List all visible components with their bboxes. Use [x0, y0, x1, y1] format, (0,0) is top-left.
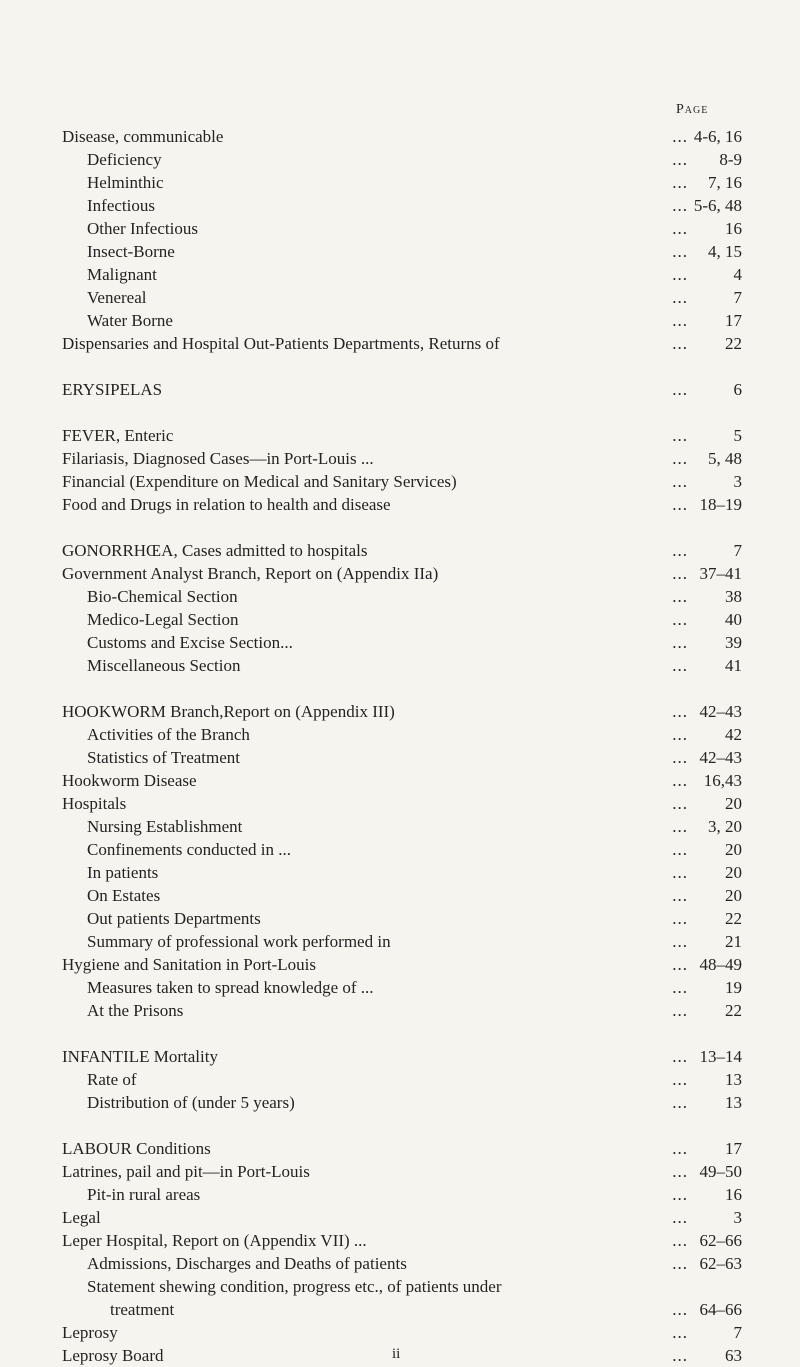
index-entry: [0, 931, 800, 953]
entry-label: Other Infectious: [87, 219, 198, 238]
entry-page-ref: 39: [725, 633, 742, 652]
index-entry: [0, 1322, 800, 1344]
entry-label: At the Prisons: [87, 1001, 184, 1020]
entry-label: Admissions, Discharges and Deaths of patients: [87, 1254, 407, 1273]
entry-page-ref: 42–43: [699, 748, 742, 767]
dot-leader: ...: [672, 1001, 688, 1020]
entry-page-ref: 8-9: [719, 150, 742, 169]
index-entry: [0, 264, 800, 286]
entry-page-ref: 18–19: [699, 495, 742, 514]
entry-page-ref: 21: [725, 932, 742, 951]
index-entry: [0, 471, 800, 493]
entry-page-ref: 3: [733, 472, 742, 491]
index-entry: [0, 862, 800, 884]
dot-leader: ...: [672, 426, 688, 445]
entry-page-ref: 5-6, 48: [693, 196, 742, 215]
dot-leader: ...: [672, 449, 688, 468]
index-entry: [0, 425, 800, 447]
index-entry: [0, 1000, 800, 1022]
entry-label: Miscellaneous Section: [87, 656, 241, 675]
entry-label: Leprosy: [62, 1323, 118, 1342]
page-column-header: Page: [676, 102, 709, 117]
entry-label: Venereal: [87, 288, 147, 307]
entry-label: Leper Hospital, Report on (Appendix VII) ...: [62, 1231, 367, 1250]
entry-page-ref: 22: [725, 1001, 742, 1020]
dot-leader: ...: [672, 840, 688, 859]
dot-leader: ...: [672, 932, 688, 951]
dot-leader: ...: [672, 1185, 688, 1204]
index-entry: [0, 793, 800, 815]
page-number: ii: [392, 1346, 401, 1362]
entry-page-ref: 37–41: [699, 564, 742, 583]
index-entry: [0, 977, 800, 999]
entry-page-ref: 48–49: [699, 955, 742, 974]
dot-leader: ...: [672, 587, 688, 606]
entry-page-ref: 62–63: [699, 1254, 742, 1273]
index-entry: [0, 310, 800, 332]
dot-leader: ...: [672, 1162, 688, 1181]
dot-leader: ...: [672, 380, 688, 399]
index-entry: [0, 1276, 800, 1298]
index-entry: [0, 1253, 800, 1275]
dot-leader: ...: [672, 978, 688, 997]
index-entry: [0, 287, 800, 309]
index-entry: [0, 333, 800, 355]
index-entry: [0, 1161, 800, 1183]
entry-page-ref: 64–66: [699, 1300, 742, 1319]
entry-page-ref: 13: [725, 1070, 742, 1089]
dot-leader: ...: [672, 955, 688, 974]
entry-page-ref: 16,43: [703, 771, 742, 790]
entry-label: In patients: [87, 863, 159, 882]
entry-label: Latrines, pail and pit—in Port-Louis: [62, 1162, 310, 1181]
index-entry: [0, 494, 800, 516]
entry-page-ref: 7, 16: [708, 173, 742, 192]
entry-page-ref: 49–50: [699, 1162, 742, 1181]
dot-leader: ...: [672, 886, 688, 905]
entry-label: INFANTILE Mortality: [62, 1047, 218, 1066]
dot-leader: ...: [672, 702, 688, 721]
entry-label: Helminthic: [87, 173, 164, 192]
entry-label: Hygiene and Sanitation in Port-Louis: [62, 955, 317, 974]
index-entry: [0, 770, 800, 792]
dot-leader: ...: [672, 541, 688, 560]
entry-page-ref: 3, 20: [708, 817, 742, 836]
dot-leader: ...: [672, 150, 688, 169]
index-entry: [0, 655, 800, 677]
entry-page-ref: 4-6, 16: [693, 127, 742, 146]
dot-leader: ...: [672, 909, 688, 928]
entry-page-ref: 19: [725, 978, 742, 997]
entry-page-ref: 62–66: [699, 1231, 742, 1250]
dot-leader: ...: [672, 1070, 688, 1089]
index-entry: [0, 1207, 800, 1229]
entry-page-ref: 17: [725, 311, 742, 330]
dot-leader: ...: [672, 1093, 688, 1112]
dot-leader: ...: [672, 196, 688, 215]
entry-label: Bio-Chemical Section: [87, 587, 238, 606]
entry-label: On Estates: [87, 886, 161, 905]
entry-label: Deficiency: [87, 150, 162, 169]
entry-label: Measures taken to spread knowledge of ...: [87, 978, 374, 997]
entry-label: Dispensaries and Hospital Out-Patients Departments, Returns of: [62, 334, 500, 353]
index-entry: [0, 1184, 800, 1206]
dot-leader: ...: [672, 1208, 688, 1227]
index-entry: [0, 1230, 800, 1252]
entry-page-ref: 13: [725, 1093, 742, 1112]
dot-leader: ...: [672, 311, 688, 330]
entry-page-ref: 42–43: [699, 702, 742, 721]
index-entry: [0, 195, 800, 217]
entry-label: Activities of the Branch: [87, 725, 250, 744]
index-entry: [0, 218, 800, 240]
dot-leader: ...: [672, 1300, 688, 1319]
index-entry: [0, 816, 800, 838]
entry-label: Statistics of Treatment: [87, 748, 240, 767]
entry-label: Disease, communicable: [62, 127, 224, 146]
dot-leader: ...: [672, 863, 688, 882]
entry-label: Out patients Departments: [87, 909, 261, 928]
entry-page-ref: 22: [725, 909, 742, 928]
index-entry: [0, 747, 800, 769]
dot-leader: ...: [672, 633, 688, 652]
entry-label: Summary of professional work performed in: [87, 932, 391, 951]
entry-page-ref: 7: [733, 288, 742, 307]
entry-label: Pit-in rural areas: [87, 1185, 201, 1204]
entry-label: Distribution of (under 5 years): [87, 1093, 295, 1112]
index-entry: [0, 586, 800, 608]
index-entry: [0, 1069, 800, 1091]
dot-leader: ...: [672, 219, 688, 238]
entry-page-ref: 16: [725, 219, 742, 238]
dot-leader: ...: [672, 1139, 688, 1158]
dot-leader: ...: [672, 817, 688, 836]
entry-label: Food and Drugs in relation to health and disease: [62, 495, 391, 514]
entry-label: GONORRHŒA, Cases admitted to hospitals: [62, 541, 368, 560]
dot-leader: ...: [672, 242, 688, 261]
dot-leader: ...: [672, 610, 688, 629]
dot-leader: ...: [672, 1231, 688, 1250]
entry-label: HOOKWORM Branch,Report on (Appendix III): [62, 702, 395, 721]
index-entry: [0, 724, 800, 746]
dot-leader: ...: [672, 173, 688, 192]
dot-leader: ...: [672, 1346, 688, 1365]
dot-leader: ...: [672, 288, 688, 307]
index-entry: [0, 839, 800, 861]
entry-page-ref: 16: [725, 1185, 742, 1204]
dot-leader: ...: [672, 472, 688, 491]
index-entry: [0, 563, 800, 585]
entry-label: Insect-Borne: [87, 242, 175, 261]
entry-label: Rate of: [87, 1070, 137, 1089]
dot-leader: ...: [672, 564, 688, 583]
entry-page-ref: 38: [725, 587, 742, 606]
entry-page-ref: 41: [725, 656, 742, 675]
dot-leader: ...: [672, 794, 688, 813]
index-entry: [0, 885, 800, 907]
entry-page-ref: 6: [733, 380, 742, 399]
index-entry: [0, 1092, 800, 1114]
entry-label: Statement shewing condition, progress etc., of patients under: [87, 1277, 502, 1296]
entry-page-ref: 4: [733, 265, 742, 284]
entry-label: Confinements conducted in ...: [87, 840, 291, 859]
entry-label: ERYSIPELAS: [62, 380, 163, 399]
entry-label: LABOUR Conditions: [62, 1139, 211, 1158]
entry-label: Financial (Expenditure on Medical and Sanitary Services): [62, 472, 457, 491]
entry-label: Nursing Establishment: [87, 817, 243, 836]
entry-label: Government Analyst Branch, Report on (Appendix IIa): [62, 564, 439, 583]
index-entry: [0, 172, 800, 194]
entry-label: Hookworm Disease: [62, 771, 197, 790]
entry-label: Water Borne: [87, 311, 173, 330]
entry-label: Filariasis, Diagnosed Cases—in Port-Louis ...: [62, 449, 374, 468]
index-entry: [0, 1046, 800, 1068]
dot-leader: ...: [672, 771, 688, 790]
entry-page-ref: 5, 48: [708, 449, 742, 468]
dot-leader: ...: [672, 656, 688, 675]
entry-page-ref: 20: [725, 794, 742, 813]
entry-page-ref: 42: [725, 725, 742, 744]
index-entry: [0, 701, 800, 723]
dot-leader: ...: [672, 495, 688, 514]
entry-label: Legal: [62, 1208, 101, 1227]
dot-leader: ...: [672, 265, 688, 284]
entry-label: treatment: [110, 1300, 175, 1319]
entry-label: Customs and Excise Section...: [87, 633, 293, 652]
entry-page-ref: 7: [733, 1323, 742, 1342]
dot-leader: ...: [672, 725, 688, 744]
entry-page-ref: 40: [725, 610, 742, 629]
dot-leader: ...: [672, 1047, 688, 1066]
entry-page-ref: 5: [733, 426, 742, 445]
dot-leader: ...: [672, 334, 688, 353]
entry-page-ref: 4, 15: [708, 242, 742, 261]
entry-label: FEVER, Enteric: [62, 426, 174, 445]
index-entry: [0, 379, 800, 401]
entry-label: Infectious: [87, 196, 155, 215]
entry-page-ref: 63: [725, 1346, 742, 1365]
entry-label: Leprosy Board: [62, 1346, 164, 1365]
dot-leader: ...: [672, 1323, 688, 1342]
index-entry: [0, 954, 800, 976]
index-entry: [0, 1138, 800, 1160]
entry-page-ref: 7: [733, 541, 742, 560]
index-entry: [0, 149, 800, 171]
entry-label: Malignant: [87, 265, 157, 284]
index-entry: [0, 908, 800, 930]
index-entry: [0, 632, 800, 654]
entry-page-ref: 20: [725, 886, 742, 905]
entry-page-ref: 3: [733, 1208, 742, 1227]
entry-page-ref: 20: [725, 863, 742, 882]
entry-label: Hospitals: [62, 794, 127, 813]
dot-leader: ...: [672, 748, 688, 767]
entry-page-ref: 20: [725, 840, 742, 859]
entry-page-ref: 17: [725, 1139, 742, 1158]
dot-leader: ...: [672, 127, 688, 146]
index-entry: [0, 609, 800, 631]
index-entry: [0, 126, 800, 148]
entry-label: Medico-Legal Section: [87, 610, 239, 629]
dot-leader: ...: [672, 1254, 688, 1273]
index-entry: [0, 448, 800, 470]
index-entry: [0, 1299, 800, 1321]
entry-page-ref: 22: [725, 334, 742, 353]
index-entry: [0, 241, 800, 263]
entry-page-ref: 13–14: [699, 1047, 742, 1066]
index-entry: [0, 540, 800, 562]
